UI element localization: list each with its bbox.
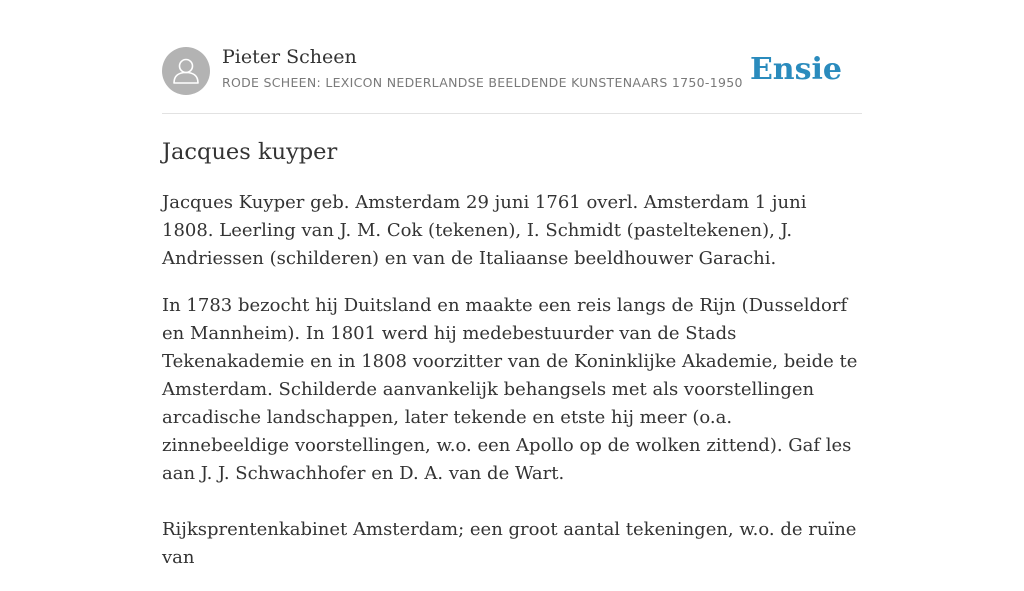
divider [162,113,862,114]
brand-logo[interactable]: Ensie [749,52,842,87]
article-paragraph: Rijksprentenkabinet Amsterdam; een groot aantal tekeningen, w.o. de ruïne van [162,519,857,568]
article-body [162,189,862,572]
article [162,136,862,591]
author-name[interactable]: Pieter Scheen [222,46,357,68]
user-placeholder-icon [162,47,210,95]
source-name[interactable]: RODE SCHEEN: LEXICON NEDERLANDSE BEELDENDE KUNSTENAARS 1750-1950 [222,75,743,90]
avatar[interactable] [162,47,210,95]
article-paragraph: In 1783 bezocht hij Duitsland en maakte een reis langs de Rijn (Dusseldorf en Mannheim). In 1801 werd hij medebestuurder van de Stads Tekenakademie en in 1808 voorzitter van de Koninklijke Akademie, beide te Amsterdam. Schilderde aanvankelijk behangsels met als voorstellingen arcadische landschappen, later tekende en etste hij meer (o.a. zinnebeeldige voorstellingen, w.o. een Apollo op de wolken zittend). Gaf les aan J. J. Schwachhofer en D. A. van de Wart. [162,295,858,484]
article-paragraph: Jacques Kuyper geb. Amsterdam 29 juni 1761 overl. Amsterdam 1 juni 1808. Leerling van J. M. Cok (tekenen), I. Schmidt (pasteltekenen), J. Andriessen (schilderen) en van de Italiaanse beeldhouwer Garachi. [162,192,807,269]
article-title: Jacques kuyper [162,139,338,165]
author-header [162,44,862,114]
